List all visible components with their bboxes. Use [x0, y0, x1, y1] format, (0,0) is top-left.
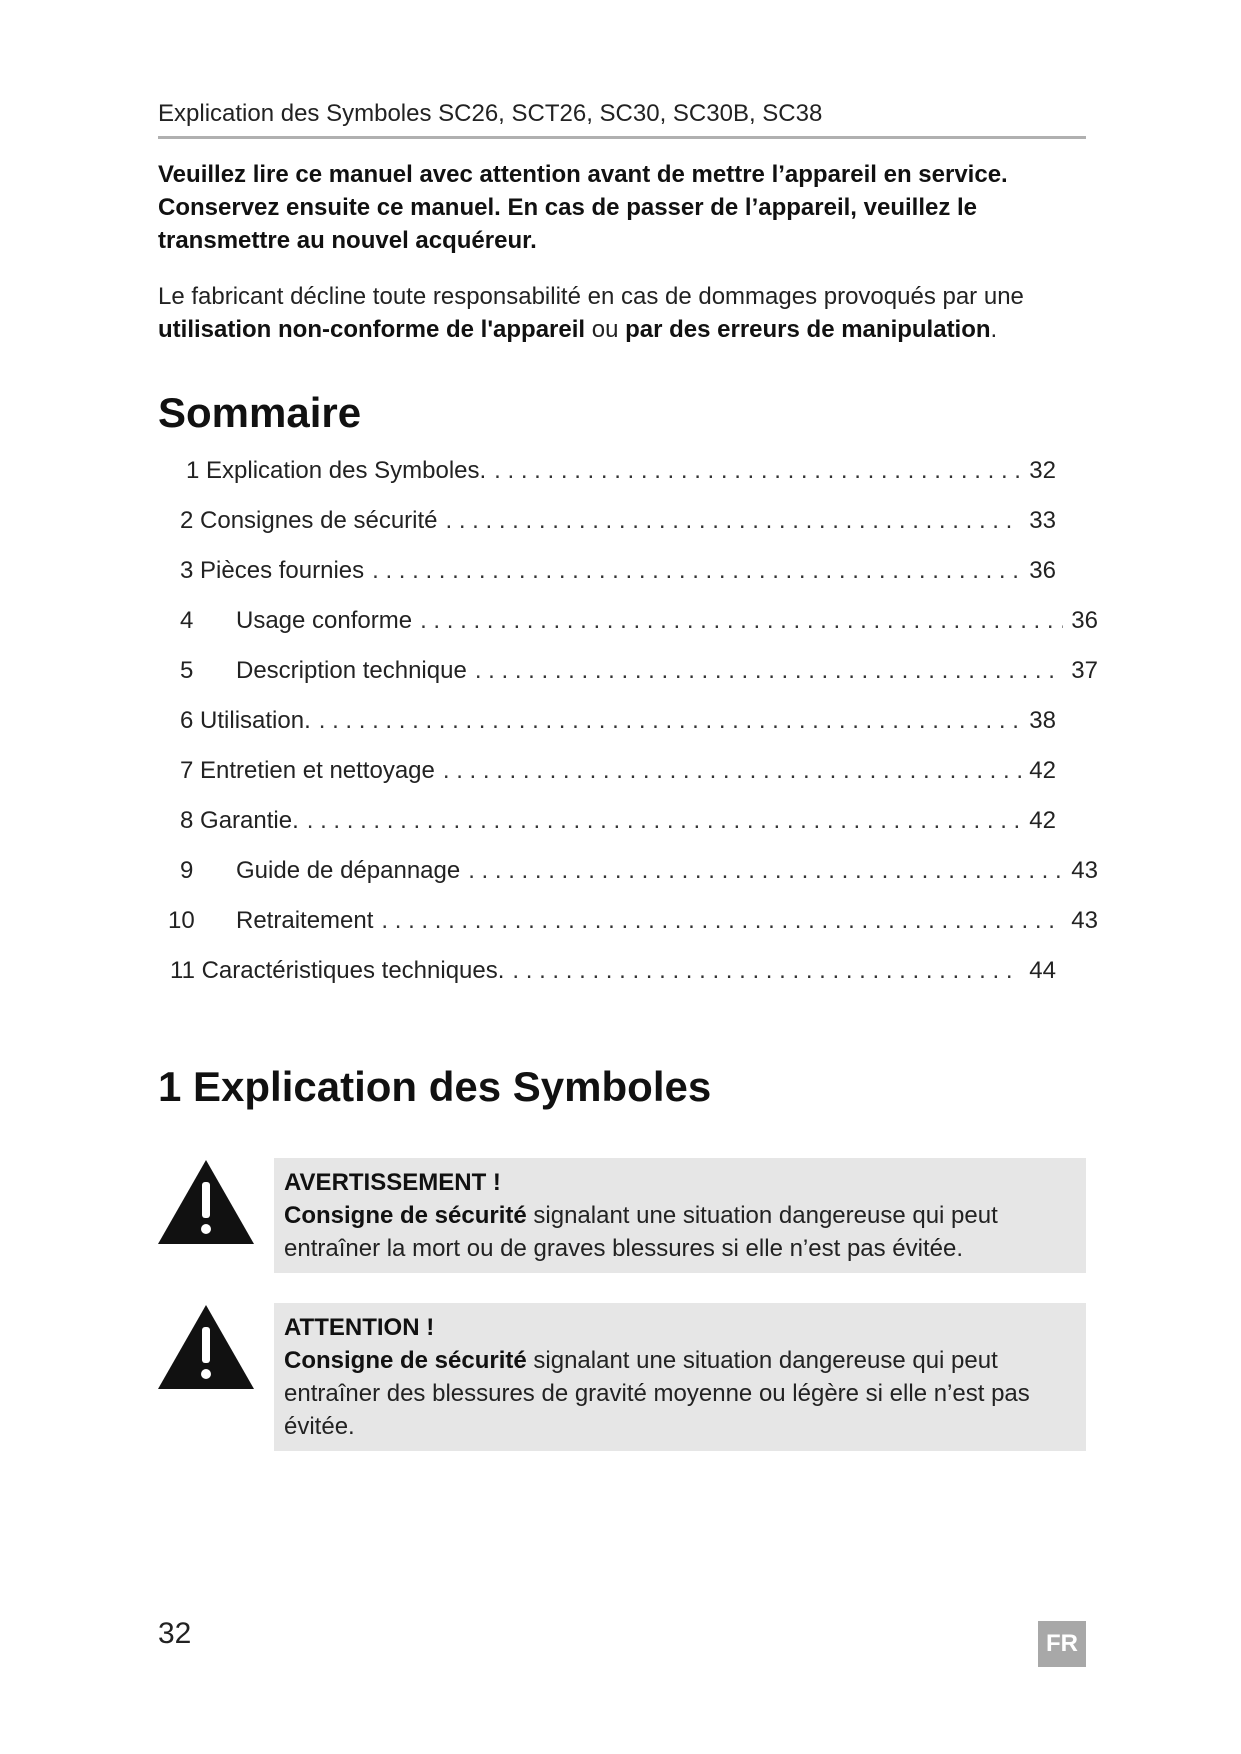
- disclaimer: [158, 280, 1086, 346]
- toc-page: 36: [1071, 607, 1098, 634]
- toc-entry-8[interactable]: [180, 807, 1056, 847]
- summary-heading: Sommaire: [158, 389, 362, 436]
- toc-page: 38: [1029, 707, 1056, 734]
- disclaimer-prefix: Le fabricant décline toute responsabilité en cas de dommages provoqués par une: [158, 283, 1024, 310]
- toc-title: Explication des Symboles.: [206, 457, 487, 484]
- toc-num: 3: [180, 557, 194, 584]
- toc-page: 42: [1029, 757, 1056, 784]
- intro-lead: Veuillez lire ce manuel avec attention avant de mettre l’appareil en service. Conservez ensuite ce manuel. En cas de passer de l’appareil, veuillez le transmettre au nouvel acquéreur.: [158, 161, 1008, 254]
- toc-entry-9[interactable]: [180, 857, 1098, 897]
- toc-num: 11: [170, 957, 195, 984]
- toc-entry-6[interactable]: [180, 707, 1056, 747]
- toc-page: 42: [1029, 807, 1056, 834]
- caution-triangle-icon: [158, 1305, 254, 1389]
- toc-num: 4: [180, 607, 194, 634]
- toc-page: 33: [1029, 507, 1056, 534]
- toc-num: 9: [180, 857, 194, 884]
- toc-page: 43: [1071, 857, 1098, 884]
- toc-num: 7: [180, 757, 194, 784]
- toc-num: 8: [180, 807, 194, 834]
- toc-title: Garantie.: [200, 807, 299, 834]
- disclaimer-suffix: .: [990, 316, 998, 343]
- warning-triangle-icon: [158, 1160, 254, 1244]
- toc-leader: [512, 957, 1021, 985]
- toc-page: 37: [1071, 657, 1098, 684]
- toc-num: 6: [180, 707, 194, 734]
- warning-text: signalant une situation dangereuse qui peut entraîner la mort ou de graves blessures si elle n’est pas évitée.: [284, 1202, 998, 1262]
- toc-title: Retraitement: [236, 907, 374, 934]
- toc-num: 2: [180, 507, 194, 534]
- warning-title: AVERTISSEMENT !: [284, 1169, 501, 1196]
- toc-entry-11[interactable]: [170, 957, 1056, 997]
- toc-leader: [307, 807, 1022, 835]
- toc-title: Utilisation.: [200, 707, 311, 734]
- toc-entry-4[interactable]: [180, 607, 1098, 647]
- toc-page: 36: [1029, 557, 1056, 584]
- warning-bold: Consigne de sécurité: [284, 1202, 527, 1229]
- toc-entry-2[interactable]: [180, 507, 1056, 547]
- section-1-heading: 1 Explication des Symboles: [158, 1063, 712, 1110]
- toc-entry-3[interactable]: [180, 557, 1056, 597]
- page-number: 32: [158, 1617, 192, 1650]
- toc-leader: [443, 757, 1021, 785]
- toc-leader: [475, 657, 1063, 685]
- toc-title: Guide de dépannage: [236, 857, 461, 884]
- toc-entry-10[interactable]: [168, 907, 1098, 947]
- running-header: Explication des Symboles SC26, SCT26, SC30, SC30B, SC38: [158, 100, 1086, 139]
- toc-num: 1: [186, 457, 200, 484]
- toc-title: Pièces fournies: [200, 557, 365, 584]
- disclaimer-bold-2: par des erreurs de manipulation: [625, 316, 991, 343]
- warning-box: [274, 1158, 1086, 1273]
- toc-leader: [494, 457, 1021, 485]
- toc-leader: [420, 607, 1063, 635]
- toc-page: 32: [1029, 457, 1056, 484]
- toc-leader: [381, 907, 1063, 935]
- toc-num: 5: [180, 657, 194, 684]
- toc-leader: [372, 557, 1021, 585]
- toc-entry-5[interactable]: [180, 657, 1098, 697]
- toc-title: Caractéristiques techniques.: [201, 957, 505, 984]
- manual-page: [158, 0, 1098, 1754]
- toc-num: 10: [168, 907, 195, 934]
- toc-entry-7[interactable]: [180, 757, 1056, 797]
- caution-text: signalant une situation dangereuse qui peut entraîner des blessures de gravité moyenne ou légère si elle n’est pas évitée.: [284, 1347, 1030, 1440]
- disclaimer-bold-1: utilisation non-conforme de l'appareil: [158, 316, 586, 343]
- toc-title: Entretien et nettoyage: [200, 757, 435, 784]
- toc-page: 44: [1029, 957, 1056, 984]
- toc-entry-1[interactable]: [186, 457, 1056, 497]
- caution-box: [274, 1303, 1086, 1451]
- toc-leader: [319, 707, 1022, 735]
- toc-title: Description technique: [236, 657, 467, 684]
- toc-page: 43: [1071, 907, 1098, 934]
- disclaimer-mid: ou: [585, 316, 626, 343]
- toc-leader: [446, 507, 1022, 535]
- toc-leader: [468, 857, 1063, 885]
- language-badge: FR: [1038, 1621, 1086, 1667]
- caution-title: ATTENTION !: [284, 1314, 435, 1341]
- caution-bold: Consigne de sécurité: [284, 1347, 527, 1374]
- toc-title: Usage conforme: [236, 607, 413, 634]
- toc-title: Consignes de sécurité: [200, 507, 438, 534]
